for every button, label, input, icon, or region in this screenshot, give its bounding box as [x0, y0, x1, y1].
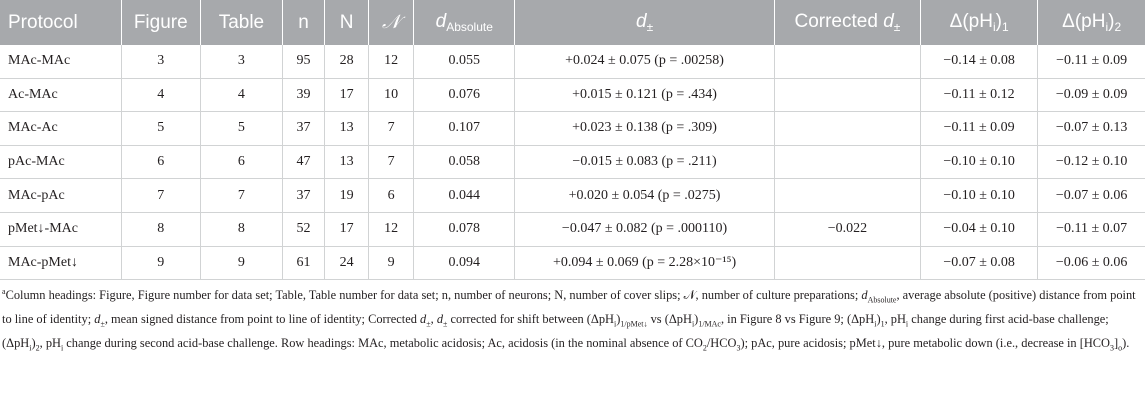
cell-delta-phi-1: −0.10 ± 0.10: [921, 179, 1038, 213]
table-row: [0, 179, 1145, 213]
cell-corrected-d: [774, 145, 920, 179]
cell-n: 95: [282, 45, 324, 78]
cell-figure: 5: [121, 112, 200, 146]
cell-culture-preparations: 6: [369, 179, 414, 213]
cell-protocol: MAc-pMet↓: [0, 246, 121, 280]
cell-protocol: MAc-Ac: [0, 112, 121, 146]
cell-d-absolute: 0.107: [414, 112, 515, 146]
cell-culture-preparations: 12: [369, 45, 414, 78]
cell-delta-phi-2: −0.11 ± 0.07: [1038, 212, 1145, 246]
cell-N: 24: [325, 246, 369, 280]
table-footnote: $^a$Column headings: Figure, Figure number for data set; Table, Table number for data set; n, number of neurons; N, number of cover slips; 𝒩, number of culture preparations; $d_{Absolute}$, average absolute (positive) distance from point to line of identity; $d_\pm$, mean signed distance from point to line of identity; Corrected $d_\pm$, $d_\pm$ corrected for shift between $(\Delta pH_i)_{1/pMet↓}$ vs $(\Delta pH_i)_{1/MAc}$, in Figure 8 vs Figure 9; $(\Delta pH_i)_1$, $pH_i$ change during first acid-base challenge; $(\Delta pH_i)_2$, $pH_i$ change during second acid-base challenge. Row headings: MAc, metabolic acidosis; Ac, acidosis (in the nominal absence of $CO_2/HCO_3$); pAc, pure acidosis; pMet↓, pure metabolic down (i.e., decrease in $[HCO_3]_o$).: [2, 287, 1136, 353]
cell-protocol: MAc-pAc: [0, 179, 121, 213]
cell-corrected-d: −0.022: [774, 212, 920, 246]
cell-delta-phi-2: −0.11 ± 0.09: [1038, 45, 1145, 78]
cell-figure: 4: [121, 78, 200, 112]
cell-d-signed: +0.024 ± 0.075 (p = .00258): [515, 45, 774, 78]
cell-corrected-d: [774, 45, 920, 78]
cell-protocol: pMet↓-MAc: [0, 212, 121, 246]
cell-delta-phi-2: −0.07 ± 0.06: [1038, 179, 1145, 213]
cell-d-absolute: 0.058: [414, 145, 515, 179]
cell-d-absolute: 0.055: [414, 45, 515, 78]
col-d-absolute: $d_{Absolute}$: [414, 0, 515, 45]
col-figure: Figure: [121, 0, 200, 45]
cell-d-absolute: 0.044: [414, 179, 515, 213]
cell-delta-phi-1: −0.10 ± 0.10: [921, 145, 1038, 179]
cell-protocol: Ac-MAc: [0, 78, 121, 112]
col-d-signed: $d_\pm$: [515, 0, 774, 45]
cell-table: 6: [200, 145, 282, 179]
cell-table: 9: [200, 246, 282, 280]
col-culture-preparations: 𝒩: [369, 0, 414, 45]
cell-figure: 7: [121, 179, 200, 213]
cell-corrected-d: [774, 78, 920, 112]
col-N: N: [325, 0, 369, 45]
table-row: [0, 145, 1145, 179]
cell-d-signed: +0.023 ± 0.138 (p = .309): [515, 112, 774, 146]
cell-delta-phi-1: −0.04 ± 0.10: [921, 212, 1038, 246]
cell-N: 19: [325, 179, 369, 213]
cell-delta-phi-2: −0.07 ± 0.13: [1038, 112, 1145, 146]
cell-d-signed: −0.015 ± 0.083 (p = .211): [515, 145, 774, 179]
table-row: [0, 246, 1145, 280]
cell-figure: 8: [121, 212, 200, 246]
cell-delta-phi-1: −0.07 ± 0.08: [921, 246, 1038, 280]
cell-figure: 9: [121, 246, 200, 280]
cell-N: 13: [325, 112, 369, 146]
col-corrected-d: Corrected $d_\pm$: [774, 0, 920, 45]
cell-n: 37: [282, 112, 324, 146]
cell-d-absolute: 0.076: [414, 78, 515, 112]
cell-n: 39: [282, 78, 324, 112]
cell-corrected-d: [774, 179, 920, 213]
cell-d-absolute: 0.078: [414, 212, 515, 246]
cell-n: 47: [282, 145, 324, 179]
cell-delta-phi-2: −0.06 ± 0.06: [1038, 246, 1145, 280]
table-row: [0, 78, 1145, 112]
cell-N: 28: [325, 45, 369, 78]
cell-N: 13: [325, 145, 369, 179]
cell-table: 5: [200, 112, 282, 146]
cell-d-signed: +0.020 ± 0.054 (p = .0275): [515, 179, 774, 213]
col-delta-phi-2: $\Delta(pH_i)_2$: [1038, 0, 1145, 45]
cell-n: 52: [282, 212, 324, 246]
cell-d-absolute: 0.094: [414, 246, 515, 280]
cell-delta-phi-1: −0.11 ± 0.12: [921, 78, 1038, 112]
cell-d-signed: −0.047 ± 0.082 (p = .000110): [515, 212, 774, 246]
header-row: [0, 0, 1145, 45]
cell-figure: 6: [121, 145, 200, 179]
cell-protocol: MAc-MAc: [0, 45, 121, 78]
col-protocol: Protocol: [0, 0, 121, 45]
cell-culture-preparations: 10: [369, 78, 414, 112]
cell-figure: 3: [121, 45, 200, 78]
cell-delta-phi-2: −0.09 ± 0.09: [1038, 78, 1145, 112]
cell-culture-preparations: 9: [369, 246, 414, 280]
cell-delta-phi-1: −0.11 ± 0.09: [921, 112, 1038, 146]
cell-d-signed: +0.094 ± 0.069 (p = 2.28×10⁻¹⁵): [515, 246, 774, 280]
table-row: [0, 45, 1145, 78]
cell-N: 17: [325, 78, 369, 112]
cell-culture-preparations: 7: [369, 112, 414, 146]
table-row: [0, 112, 1145, 146]
col-table: Table: [200, 0, 282, 45]
cell-table: 3: [200, 45, 282, 78]
cell-table: 8: [200, 212, 282, 246]
cell-culture-preparations: 12: [369, 212, 414, 246]
table-row: [0, 212, 1145, 246]
cell-culture-preparations: 7: [369, 145, 414, 179]
cell-corrected-d: [774, 246, 920, 280]
cell-delta-phi-1: −0.14 ± 0.08: [921, 45, 1038, 78]
cell-delta-phi-2: −0.12 ± 0.10: [1038, 145, 1145, 179]
cell-N: 17: [325, 212, 369, 246]
cell-corrected-d: [774, 112, 920, 146]
cell-n: 61: [282, 246, 324, 280]
cell-d-signed: +0.015 ± 0.121 (p = .434): [515, 78, 774, 112]
cell-protocol: pAc-MAc: [0, 145, 121, 179]
cell-table: 7: [200, 179, 282, 213]
cell-table: 4: [200, 78, 282, 112]
col-n: n: [282, 0, 324, 45]
col-delta-phi-1: $\Delta(pH_i)_1$: [921, 0, 1038, 45]
cell-n: 37: [282, 179, 324, 213]
